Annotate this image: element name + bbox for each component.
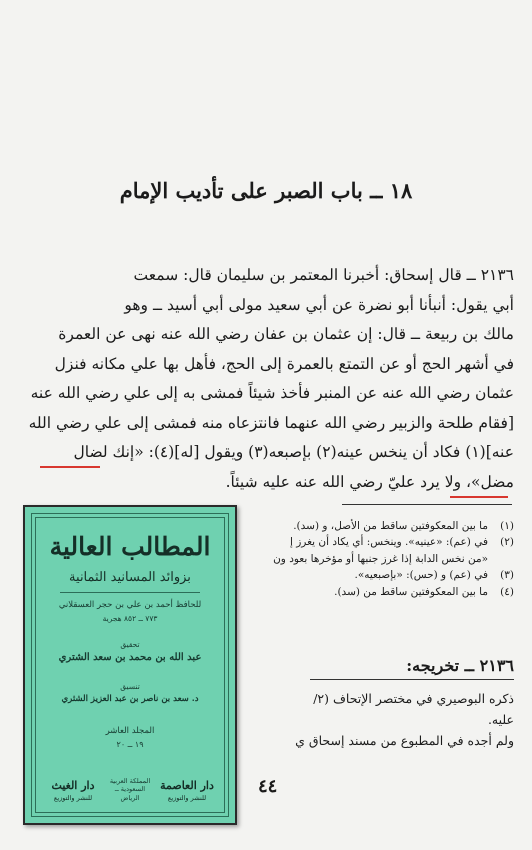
cover-frame (31, 513, 229, 817)
footnote-item (218, 584, 514, 600)
paragraph-line: أبي يقول: أنبأنا أبو نضرة عن أبي سعيد مولى أبي أسيد ــ وهو (124, 295, 514, 314)
takhrij-line: ولم أجده في المطبوع من مسند إسحاق ي (295, 733, 514, 748)
footnote-item (218, 518, 514, 534)
cover-editor-role: تحقيق (120, 640, 140, 649)
paragraph-line-underlined (18, 438, 514, 468)
paragraph-line-text: عنه](١) فكاد أن ينخس عينه(٢) بإصبعه(٣) ويقول [له](٤): «إنك لضال (73, 443, 514, 461)
chapter-heading: ١٨ ــ باب الصبر على تأديب الإمام (119, 178, 413, 203)
cover-author-dates: ٧٧٣ ــ ٨٥٢ هجرية (102, 614, 158, 623)
publisher-left-name: دار الغيث (51, 779, 95, 792)
footnote-text: ما بين المعكوفتين ساقط من الأصل، و (سد). (293, 520, 488, 532)
paragraph-line: [فقام طلحة والزبير رضي الله عنهما فانتزعاه منه فمشى إلى علي رضي الله (28, 413, 514, 432)
paragraph-line: في أشهر الحج أو عن التمتع بالعمرة إلى الحج، فأهل بها علي مكانه فنزل (54, 354, 514, 373)
red-underline-1 (40, 466, 100, 468)
footnote-text: ما بين المعكوفتين ساقط من (سد). (334, 585, 488, 598)
publisher-logo-right (156, 780, 218, 806)
paragraph-line: ٢١٣٦ ــ قال إسحاق: أخبرنا المعتمر بن سليمان قال: سمعت (133, 266, 514, 284)
footnote-separator (342, 504, 512, 505)
page-number: ٤٤ (258, 776, 278, 797)
takhrij-title: ٢١٣٦ ــ تخريجه: (406, 656, 514, 675)
cover-volume: المجلد العاشر (105, 726, 155, 736)
paragraph-line-text: مضل»، ولا يرد عليّ رضي الله عنه عليه شيئاً. (225, 472, 514, 491)
hadith-paragraph (18, 261, 514, 497)
paragraph-line: عثمان رضي الله عنه عن المنبر فأخذ شيئاً فمشى به إلى علي رضي الله عنه (30, 384, 514, 402)
cover-author: للحافظ أحمد بن علي بن حجر العسقلاني (58, 600, 202, 610)
takhrij-rule (310, 679, 514, 680)
cover-rule (60, 592, 200, 593)
footnote-text: في (عم) و (حس): «بإصبعيه». (354, 569, 488, 582)
publisher-left-sub: للنشر والتوزيع (53, 794, 93, 802)
footnote-item (218, 534, 514, 550)
cover-volume-range: ١٩ ــ ٢٠ (116, 740, 144, 749)
publisher-right-sub: للنشر والتوزيع (167, 794, 207, 802)
cover-coordinator: د. سعد بن ناصر بن عبد العزيز الشثري (61, 694, 199, 704)
paragraph-line-underlined (18, 468, 514, 498)
cover-subtitle: بزوائد المسانيد الثمانية (69, 570, 191, 585)
takhrij-line: عليه. (487, 712, 514, 727)
publisher-right-name: دار العاصمة (160, 779, 214, 792)
footnote-text: في (عم): «عينيه». وينخس: أي يكاد أن يغرز إ (289, 536, 488, 549)
takhrij-line: ذكره البوصيري في مختصر الإتحاف (٢/ (313, 691, 514, 706)
footnotes (218, 518, 514, 600)
footnote-number: (١) (500, 520, 514, 532)
cover-frame-inner (35, 517, 225, 813)
footnote-number: (٢) (500, 536, 514, 549)
footnote-number: (٣) (500, 569, 514, 582)
takhrij-text (232, 688, 514, 751)
book-cover-image (23, 505, 237, 825)
publisher-logo-left (42, 780, 104, 806)
cover-title: المطالب العالية (49, 532, 211, 561)
footnote-item (218, 551, 514, 567)
cover-coordinator-role: تنسيق (120, 682, 140, 691)
paragraph-line: مالك بن ربيعة ــ قال: إن عثمان بن عفان رضي الله عنه نهى عن العمرة (58, 325, 514, 343)
footnote-number: (٤) (500, 585, 514, 598)
footnote-text: «من نخس الدابة إذا غرز جنبها أو مؤخرها بعود ون (273, 552, 488, 565)
footnote-item (218, 567, 514, 583)
cover-center-info: المملكة العربية السعودية ــ الرياض (109, 776, 151, 802)
red-underline-2 (450, 496, 508, 498)
cover-editor: عبد الله بن محمد بن سعد الشتري (58, 652, 202, 663)
